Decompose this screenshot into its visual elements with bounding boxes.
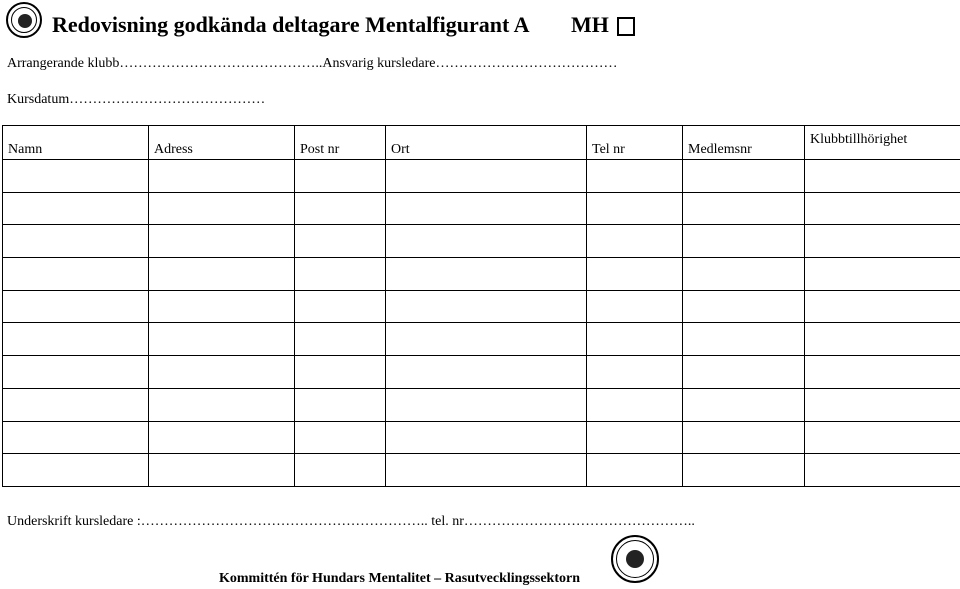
- table-cell[interactable]: [149, 160, 295, 193]
- table-cell[interactable]: [587, 290, 683, 323]
- table-cell[interactable]: [295, 421, 386, 454]
- table-cell[interactable]: [3, 388, 149, 421]
- participants-table: [2, 125, 960, 487]
- table-row: [3, 388, 960, 421]
- table-cell[interactable]: [683, 356, 805, 389]
- table-cell[interactable]: [3, 323, 149, 356]
- table-cell[interactable]: [683, 258, 805, 291]
- table-cell[interactable]: [3, 258, 149, 291]
- table-cell[interactable]: [805, 356, 960, 389]
- table-cell[interactable]: [386, 356, 587, 389]
- table-cell[interactable]: [587, 160, 683, 193]
- table-cell[interactable]: [386, 454, 587, 487]
- table-cell[interactable]: [587, 421, 683, 454]
- table-row: [3, 356, 960, 389]
- table-cell[interactable]: [149, 225, 295, 258]
- table-cell[interactable]: [587, 258, 683, 291]
- table-cell[interactable]: [805, 160, 960, 193]
- footer-text: Kommittén för Hundars Mentalitet – Rasutvecklingssektorn: [219, 571, 580, 586]
- table-cell[interactable]: [3, 225, 149, 258]
- table-cell[interactable]: [295, 258, 386, 291]
- column-header-address: Adress: [149, 126, 295, 160]
- column-header-city: Ort: [386, 126, 587, 160]
- table-cell[interactable]: [805, 454, 960, 487]
- table-cell[interactable]: [683, 421, 805, 454]
- table-cell[interactable]: [805, 421, 960, 454]
- table-cell[interactable]: [386, 388, 587, 421]
- table-cell[interactable]: [683, 290, 805, 323]
- table-cell[interactable]: [386, 225, 587, 258]
- table-header-row: [3, 126, 960, 160]
- table-cell[interactable]: [295, 192, 386, 225]
- table-row: [3, 258, 960, 291]
- table-cell[interactable]: [3, 421, 149, 454]
- table-cell[interactable]: [295, 323, 386, 356]
- mh-checkbox[interactable]: [617, 17, 635, 36]
- table-cell[interactable]: [805, 290, 960, 323]
- page-title: Redovisning godkända deltagare Mentalfigurant A: [52, 12, 530, 37]
- table-cell[interactable]: [386, 290, 587, 323]
- table-cell[interactable]: [149, 421, 295, 454]
- course-date-line: Kursdatum……………………………………: [7, 92, 266, 107]
- table-cell[interactable]: [149, 290, 295, 323]
- table-cell[interactable]: [295, 290, 386, 323]
- table-cell[interactable]: [386, 323, 587, 356]
- table-cell[interactable]: [3, 192, 149, 225]
- table-cell[interactable]: [683, 225, 805, 258]
- table-cell[interactable]: [386, 258, 587, 291]
- table-cell[interactable]: [683, 323, 805, 356]
- table-cell[interactable]: [587, 388, 683, 421]
- table-row: [3, 225, 960, 258]
- column-header-name: Namn: [3, 126, 149, 160]
- club-and-leader-line: Arrangerande klubb……………………………………..Ansvarig kursledare…………………………………: [7, 56, 618, 71]
- table-cell[interactable]: [805, 192, 960, 225]
- table-cell[interactable]: [149, 192, 295, 225]
- table-cell[interactable]: [683, 388, 805, 421]
- table-row: [3, 323, 960, 356]
- table-cell[interactable]: [3, 454, 149, 487]
- table-cell[interactable]: [295, 225, 386, 258]
- column-header-postal-code: Post nr: [295, 126, 386, 160]
- table-cell[interactable]: [587, 323, 683, 356]
- table-cell[interactable]: [3, 160, 149, 193]
- table-row: [3, 421, 960, 454]
- table-cell[interactable]: [386, 421, 587, 454]
- table-cell[interactable]: [386, 160, 587, 193]
- top-logo-emblem: [6, 2, 42, 38]
- table-cell[interactable]: [587, 356, 683, 389]
- table-row: [3, 290, 960, 323]
- table-cell[interactable]: [683, 192, 805, 225]
- table-cell[interactable]: [805, 258, 960, 291]
- column-header-club: Klubbtillhörighet: [805, 126, 960, 160]
- table-cell[interactable]: [805, 225, 960, 258]
- mh-label: MH: [571, 12, 609, 37]
- dog-head-icon: [626, 550, 644, 568]
- table-cell[interactable]: [683, 454, 805, 487]
- table-cell[interactable]: [805, 388, 960, 421]
- table-cell[interactable]: [3, 356, 149, 389]
- table-cell[interactable]: [149, 454, 295, 487]
- table-cell[interactable]: [295, 356, 386, 389]
- table-cell[interactable]: [587, 192, 683, 225]
- table-cell[interactable]: [295, 388, 386, 421]
- table-cell[interactable]: [386, 192, 587, 225]
- table-row: [3, 192, 960, 225]
- table-cell[interactable]: [149, 356, 295, 389]
- table-cell[interactable]: [295, 160, 386, 193]
- signature-line: Underskrift kursledare :…………………………………………………….. tel. nr…………………………………………..: [7, 514, 695, 529]
- table-cell[interactable]: [805, 323, 960, 356]
- column-header-phone: Tel nr: [587, 126, 683, 160]
- table-body: [3, 160, 960, 487]
- table-cell[interactable]: [295, 454, 386, 487]
- table-cell[interactable]: [149, 323, 295, 356]
- table-cell[interactable]: [3, 290, 149, 323]
- column-header-member-number: Medlemsnr: [683, 126, 805, 160]
- dog-head-icon: [18, 14, 32, 28]
- table-cell[interactable]: [683, 160, 805, 193]
- table-cell[interactable]: [587, 454, 683, 487]
- table-cell[interactable]: [587, 225, 683, 258]
- table-row: [3, 454, 960, 487]
- bottom-logo-emblem: [611, 535, 659, 583]
- table-cell[interactable]: [149, 258, 295, 291]
- table-cell[interactable]: [149, 388, 295, 421]
- table-row: [3, 160, 960, 193]
